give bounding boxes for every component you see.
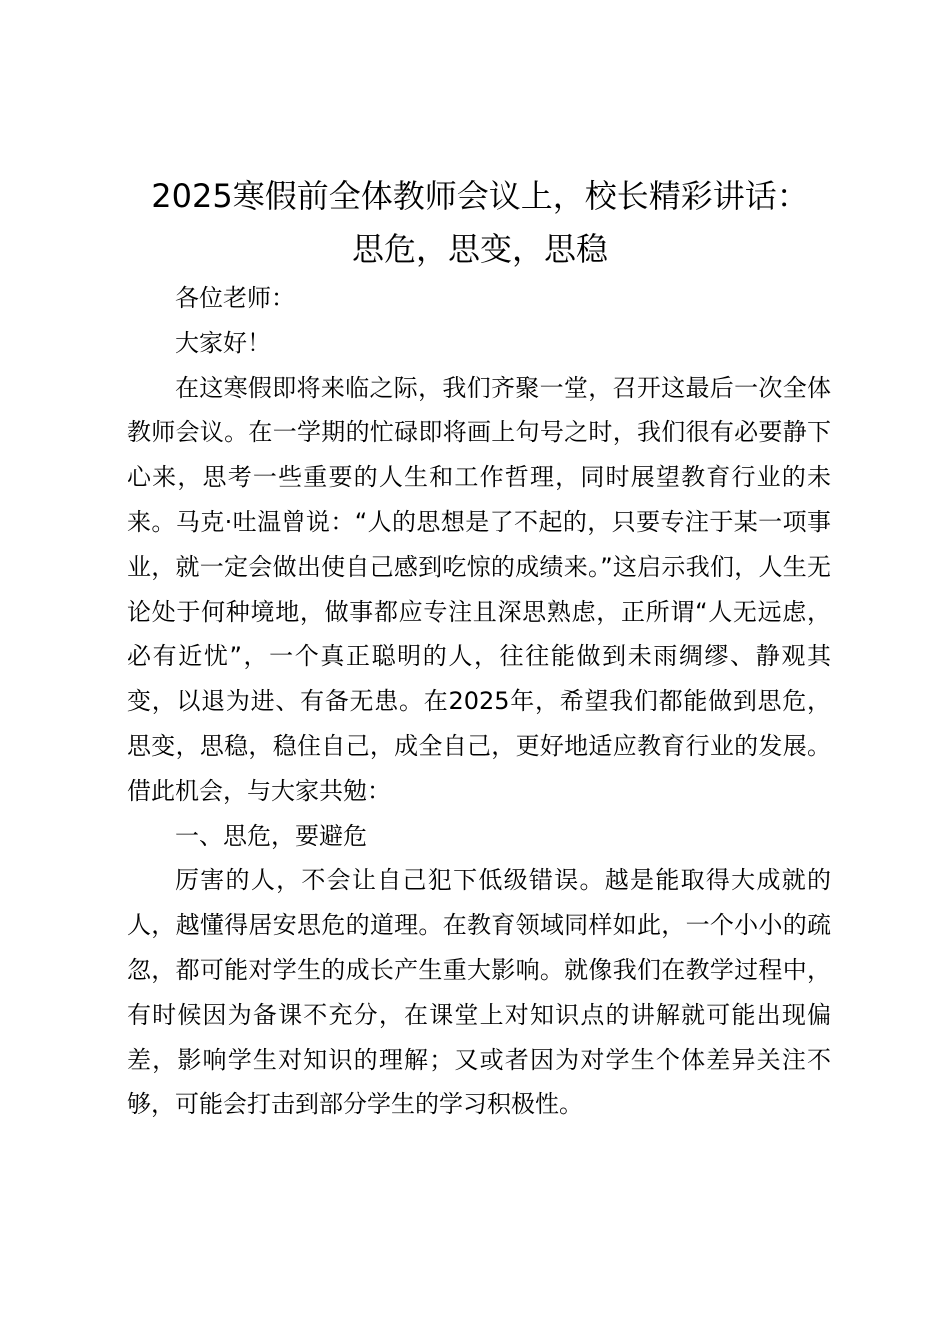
document-body: [127, 276, 831, 1127]
section-paragraph: 厉害的人，不会让自己犯下低级错误。越是能取得大成就的人，越懂得居安思危的道理。在教育领域同样如此，一个小小的疏忽，都可能对学生的成长产生重大影响。就像我们在教学过程中，有时候因为备课不充分，在课堂上对知识点的讲解就可能出现偏差，影响学生对知识的理解；又或者因为对学生个体差异关注不够，可能会打击到部分学生的学习积极性。: [127, 866, 831, 1119]
intro-paragraph: 在这寒假即将来临之际，我们齐聚一堂，召开这最后一次全体教师会议。在一学期的忙碌即将画上句号之时，我们很有必要静下心来，思考一些重要的人生和工作哲理，同时展望教育行业的未来。马克·吐温曾说：“人的思想是了不起的，只要专注于某一项事业，就一定会做出使自己感到吃惊的成绩来。”这启示我们，人生无论处于何种境地，做事都应专注且深思熟虑，正所谓“人无远虑，必有近忧”，一个真正聪明的人，往往能做到未雨绸缪、静观其变，以退为进、有备无患。在2025年，希望我们都能做到思危，思变，思稳，稳住自己，成全自己，更好地适应教育行业的发展。借此机会，与大家共勉：: [127, 373, 831, 805]
section-heading: 一、思危，要避危: [175, 821, 367, 850]
title-line-1: 2025寒假前全体教师会议上，校长精彩讲话：: [151, 177, 809, 215]
document-title: [100, 170, 860, 276]
title-line-2: 思危，思变，思稳: [351, 230, 608, 268]
greeting: 大家好！: [175, 328, 271, 357]
salutation: 各位老师：: [175, 284, 295, 312]
